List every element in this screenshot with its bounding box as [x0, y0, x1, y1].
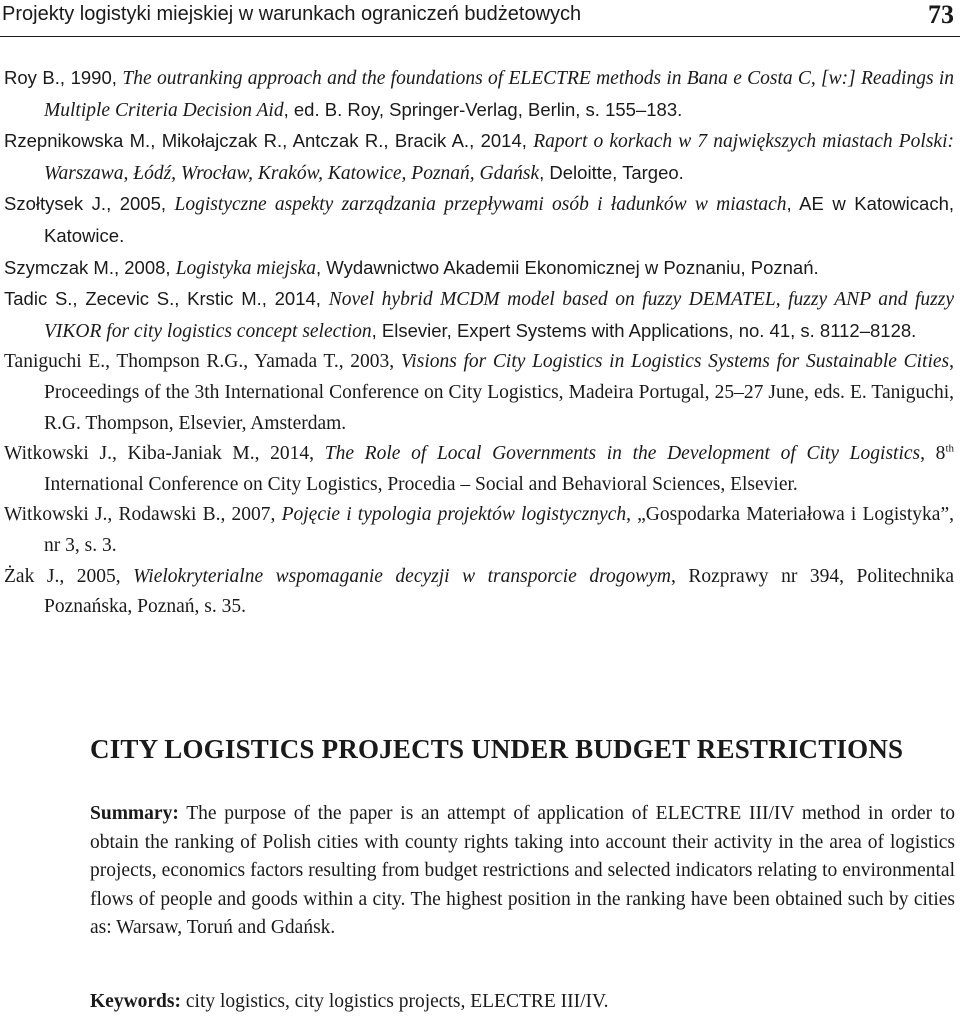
- keywords-label: Keywords:: [90, 991, 181, 1012]
- keywords-line: [90, 988, 955, 1016]
- reference-title: Novel hybrid MCDM model based on fuzzy DEMATEL, fuzzy ANP and fuzzy VIKOR for city logistics concept selection: [44, 289, 954, 342]
- reference-title: Logistyczne aspekty zarządzania przepływami osób i ładunków w miastach: [174, 194, 787, 216]
- reference-entry: Tadic S., Zecevic S., Krstic M., 2014, Novel hybrid MCDM model based on fuzzy DEMATEL, fuzzy ANP and fuzzy VIKOR for city logistics concept selection, Elsevier, Expert Systems with Applications, no. 41, s. 8112–8128.: [4, 288, 954, 342]
- page-number: 73: [928, 0, 954, 29]
- reference-title: The Role of Local Governments in the Development of City Logistics: [324, 443, 921, 465]
- english-title: CITY LOGISTICS PROJECTS UNDER BUDGET RESTRICTIONS: [90, 734, 904, 764]
- reference-entry: Żak J., 2005, Wielokryterialne wspomaganie decyzji w transporcie drogowym, Rozprawy nr 394, Politechnika Poznańska, Poznań, s. 35.: [4, 565, 954, 618]
- reference-entry: Rzepnikowska M., Mikołajczak R., Antczak R., Bracik A., 2014, Raport o korkach w 7 największych miastach Polski: Warszawa, Łódź, Wrocław, Kraków, Katowice, Poznań, Gdańsk, Deloitte, Targeo.: [4, 130, 954, 184]
- running-header: [0, 0, 960, 37]
- reference-entry: Witkowski J., Kiba-Janiak M., 2014, The Role of Local Governments in the Development of City Logistics, 8th International Conference on City Logistics, Procedia – Social and Behavioral Sciences, Elsevier.: [4, 442, 954, 495]
- reference-title: Pojęcie i typologia projektów logistycznych: [281, 504, 627, 526]
- running-title: Projekty logistyki miejskiej w warunkach ograniczeń budżetowych: [2, 3, 582, 25]
- summary-label: Summary:: [90, 803, 179, 824]
- reference-title: Wielokryterialne wspomaganie decyzji w transporcie drogowym: [133, 565, 671, 587]
- keywords-text: city logistics, city logistics projects, ELECTRE III/IV.: [181, 991, 609, 1012]
- summary-text: The purpose of the paper is an attempt of application of ELECTRE III/IV method in order to obtain the ranking of Polish cities with county rights taking into account their activity in the area of logistics projects, economics factors resulting from budget restrictions and selected indicators relating to environmental flows of people and goods within a city. The highest position in the ranking have been obtained such by cities as: Warsaw, Toruń and Gdańsk.: [90, 803, 955, 939]
- reference-entry: Taniguchi E., Thompson R.G., Yamada T., 2003, Visions for City Logistics in Logistics Systems for Sustainable Cities, Proceedings of the 3th International Conference on City Logistics, Madeira Portugal, 25–27 June, eds. E. Taniguchi, R.G. Thompson, Elsevier, Amsterdam.: [4, 351, 954, 434]
- reference-title: The outranking approach and the foundations of ELECTRE methods in Bana e Costa C, [w:] Readings in Multiple Criteria Decision Aid: [44, 68, 954, 121]
- reference-title: Visions for City Logistics in Logistics Systems for Sustainable Cities: [400, 351, 950, 373]
- reference-title: Raport o korkach w 7 największych miastach Polski: Warszawa, Łódź, Wrocław, Kraków, Katowice, Poznań, Gdańsk: [44, 131, 954, 184]
- reference-entry: Szymczak M., 2008, Logistyka miejska, Wydawnictwo Akademii Ekonomicznej w Poznaniu, Poznań.: [4, 256, 819, 279]
- reference-list: [4, 63, 954, 623]
- ordinal-superscript: th: [945, 442, 954, 455]
- reference-title: Logistyka miejska: [175, 257, 316, 279]
- reference-entry: Roy B., 1990, The outranking approach and the foundations of ELECTRE methods in Bana e Costa C, [w:] Readings in Multiple Criteria Decision Aid, ed. B. Roy, Springer-Verlag, Berlin, s. 155–183.: [4, 67, 954, 121]
- summary-paragraph: [90, 800, 955, 943]
- reference-entry: Szołtysek J., 2005, Logistyczne aspekty zarządzania przepływami osób i ładunków w miastach, AE w Katowicach, Katowice.: [4, 193, 954, 246]
- reference-entry: Witkowski J., Rodawski B., 2007, Pojęcie i typologia projektów logistycznych, „Gospodarka Materiałowa i Logistyka”, nr 3, s. 3.: [4, 504, 954, 556]
